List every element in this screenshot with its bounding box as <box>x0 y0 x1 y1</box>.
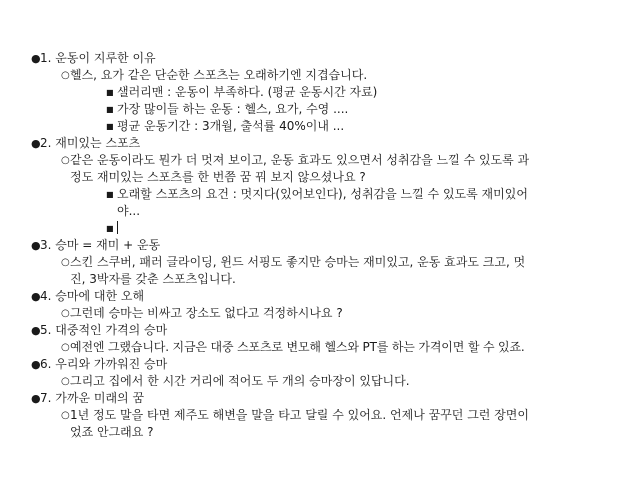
bullet-level3: ■ <box>106 190 114 199</box>
list-item-1-1-2[interactable]: 가장 많이들 하는 운동 : 헬스, 요가, 수영 .... <box>117 102 349 116</box>
list-item-2-1-1-line1[interactable]: 오래할 스포츠의 요건 : 멋지다(있어보인다), 성취감을 느낄 수 있도록 재미있어 <box>117 187 528 201</box>
list-item-7[interactable]: 7. 가까운 미래의 꿈 <box>40 391 145 405</box>
list-item-7-1-line2[interactable]: 었죠 안그래요 ? <box>70 425 154 439</box>
list-item-5[interactable]: 5. 대중적인 가격의 승마 <box>40 323 168 337</box>
bullet-level1: ● <box>31 239 41 252</box>
list-item-7-1-line1[interactable]: 1년 정도 말을 타면 제주도 해변을 말을 타고 달릴 수 있어요. 언제나 꿈꾸던 그런 장면이 <box>70 408 529 422</box>
bullet-level1: ● <box>31 358 41 371</box>
list-item-1-1-3[interactable]: 평균 운동기간 : 3개월, 출석률 40%이내 ... <box>117 119 345 133</box>
list-item-6[interactable]: 6. 우리와 가까워진 승마 <box>40 357 168 371</box>
list-item-1[interactable]: 1. 운동이 지루한 이유 <box>40 51 156 65</box>
bullet-level3: ■ <box>106 122 114 131</box>
list-item-3-1-line2[interactable]: 진, 3박자를 갖춘 스포츠입니다. <box>70 272 236 286</box>
bullet-level3: ■ <box>106 224 114 233</box>
list-item-4-1[interactable]: 그런데 승마는 비싸고 장소도 없다고 걱정하시나요 ? <box>70 306 343 320</box>
bullet-level3: ■ <box>106 88 114 97</box>
list-item-5-1[interactable]: 예전엔 그랬습니다. 지금은 대중 스포츠로 변모해 헬스와 PT를 하는 가격이면 할 수 있죠. <box>70 340 525 354</box>
list-item-3[interactable]: 3. 승마 = 재미 + 운동 <box>40 238 161 252</box>
bullet-level2: ○ <box>61 308 70 319</box>
bullet-level2: ○ <box>61 342 70 353</box>
bullet-level1: ● <box>31 290 41 303</box>
list-item-2-1-line2[interactable]: 정도 재미있는 스포츠를 한 번쯤 꿈 꿔 보지 않으셨나요 ? <box>70 170 366 184</box>
bullet-level2: ○ <box>61 410 70 421</box>
bullet-level1: ● <box>31 137 41 150</box>
bullet-level2: ○ <box>61 257 70 268</box>
list-item-2[interactable]: 2. 재미있는 스포츠 <box>40 136 141 150</box>
list-item-6-1[interactable]: 그리고 집에서 한 시간 거리에 적어도 두 개의 승마장이 있답니다. <box>70 374 410 388</box>
bullet-level2: ○ <box>61 70 70 81</box>
text-cursor <box>117 221 118 234</box>
bullet-level1: ● <box>31 324 41 337</box>
list-item-1-1-1[interactable]: 샐러리맨 : 운동이 부족하다. (평균 운동시간 자료) <box>117 85 378 99</box>
bullet-level1: ● <box>31 52 41 65</box>
bullet-level2: ○ <box>61 376 70 387</box>
list-item-2-1-line1[interactable]: 같은 운동이라도 뭔가 더 멋져 보이고, 운동 효과도 있으면서 성취감을 느낄 수 있도록 과 <box>70 153 530 167</box>
text-cursor-line[interactable] <box>117 220 118 237</box>
bullet-level1: ● <box>31 392 41 405</box>
bullet-level3: ■ <box>106 105 114 114</box>
bullet-level2: ○ <box>61 155 70 166</box>
list-item-1-1[interactable]: 헬스, 요가 같은 단순한 스포츠는 오래하기엔 지겹습니다. <box>70 68 368 82</box>
list-item-3-1-line1[interactable]: 스킨 스쿠버, 패러 글라이딩, 윈드 서핑도 좋지만 승마는 재미있고, 운동 효과도 크고, 멋 <box>70 255 526 269</box>
list-item-2-1-1-line2[interactable]: 야... <box>117 204 141 218</box>
list-item-4[interactable]: 4. 승마에 대한 오해 <box>40 289 145 303</box>
